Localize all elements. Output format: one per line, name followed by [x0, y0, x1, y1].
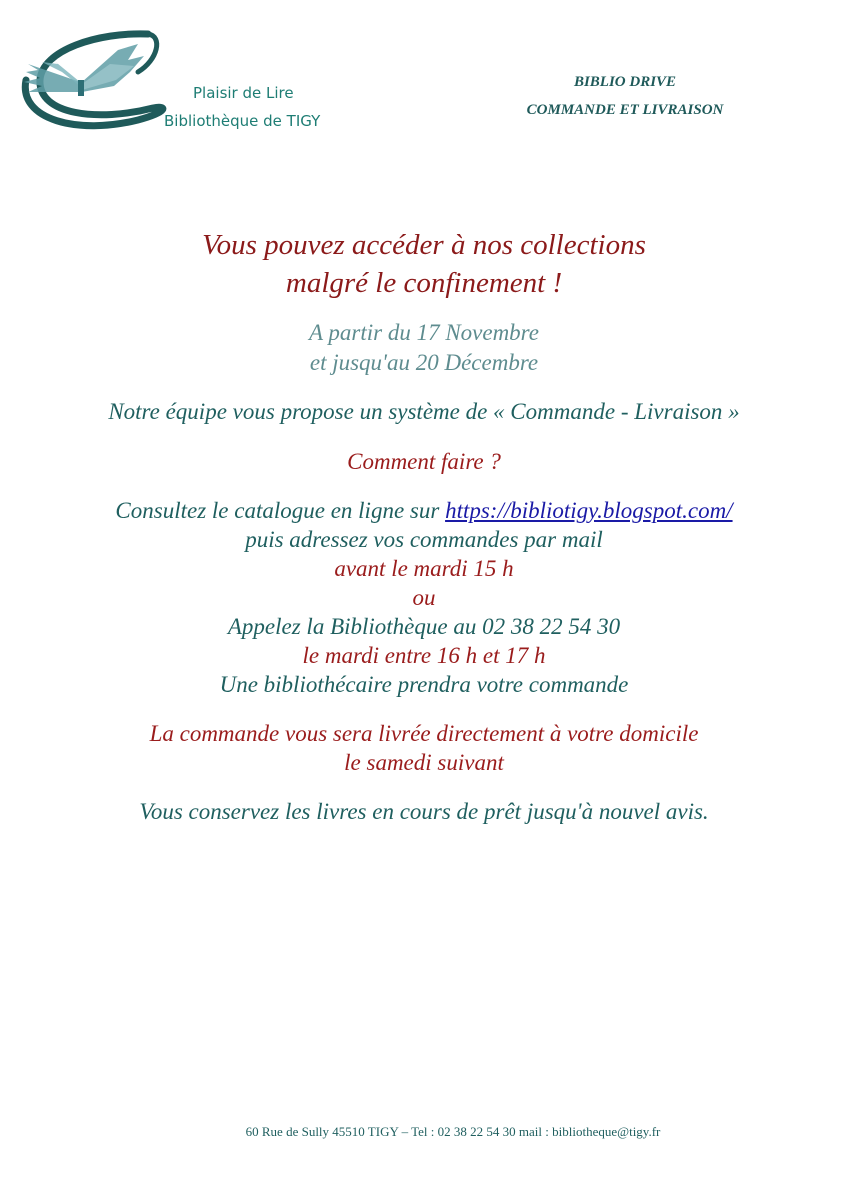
document-header [460, 68, 790, 124]
logo-title: Plaisir de Lire [193, 84, 294, 102]
headline-line-1: Vous pouvez accéder à nos collections [202, 229, 646, 261]
call-line: Appelez la Bibliothèque au 02 38 22 54 30 [227, 614, 621, 639]
logo-subtitle: Bibliothèque de TIGY [164, 112, 321, 130]
librarian-line: Une bibliothécaire prendra votre commande [219, 672, 629, 697]
mail-order-line: puis adressez vos commandes par mail [245, 527, 603, 552]
date-range [40, 318, 808, 378]
delivery-info [40, 719, 808, 777]
catalog-prefix: Consultez le catalogue en ligne sur [115, 498, 446, 523]
delivery-line-1: La commande vous sera livrée directement à votre domicile [149, 721, 699, 746]
date-start: A partir du 17 Novembre [309, 320, 539, 345]
instructions [40, 496, 808, 699]
headline-line-2: malgré le confinement ! [285, 267, 563, 299]
deadline-line: avant le mardi 15 h [334, 556, 514, 581]
or-line: ou [412, 585, 436, 610]
library-logo [18, 20, 321, 135]
announcement-body [40, 226, 808, 826]
catalog-line [40, 496, 808, 525]
delivery-line-2: le samedi suivant [344, 750, 504, 775]
team-text: Notre équipe vous propose un système de « Commande - Livraison » [108, 399, 740, 424]
date-end: et jusqu'au 20 Décembre [309, 350, 539, 375]
call-time-line: le mardi entre 16 h et 17 h [302, 643, 546, 668]
headline [40, 226, 808, 302]
header-line-commande: COMMANDE ET LIVRAISON [526, 102, 724, 118]
catalog-link[interactable]: https://bibliotigy.blogspot.com/ [445, 498, 733, 523]
how-to-heading: Comment faire ? [347, 449, 501, 474]
header-line-biblio-drive: BIBLIO DRIVE [573, 74, 677, 90]
footer-contact: 60 Rue de Sully 45510 TIGY – Tel : 02 38 22 54 30 mail : bibliotheque@tigy.fr [245, 1124, 661, 1139]
keep-books-note: Vous conservez les livres en cours de prêt jusqu'à nouvel avis. [139, 799, 709, 824]
